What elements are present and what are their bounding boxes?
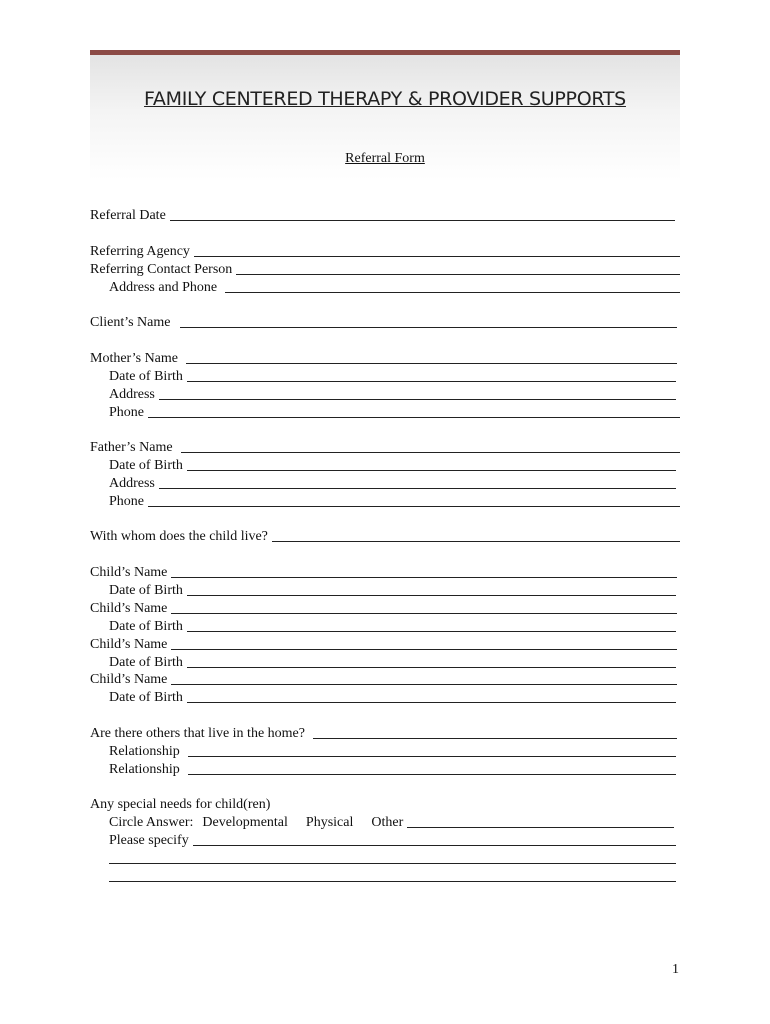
- child-4-dob-line[interactable]: [187, 702, 676, 703]
- child-dob-label: Date of Birth: [109, 619, 183, 634]
- referral-date-label: Referral Date: [90, 208, 166, 223]
- mother-phone-label: Phone: [109, 405, 144, 420]
- referral-date-field: [90, 206, 675, 224]
- child-3-dob-field: [109, 653, 676, 671]
- option-other[interactable]: Other: [371, 815, 404, 830]
- father-phone-field: [109, 492, 680, 510]
- page-number: 1: [672, 962, 679, 977]
- clients-name-line[interactable]: [180, 327, 678, 328]
- clients-name-label: Client’s Name: [90, 315, 171, 330]
- specify-line-3[interactable]: [109, 881, 676, 882]
- child-1-dob-field: [109, 581, 676, 599]
- father-dob-field: [109, 456, 676, 474]
- circle-answer-label: Circle Answer:: [109, 815, 194, 830]
- child-name-label: Child’s Name: [90, 601, 168, 616]
- mothers-name-label: Mother’s Name: [90, 351, 178, 366]
- mother-address-field: [109, 385, 676, 403]
- specify-line-2[interactable]: [109, 863, 676, 864]
- father-address-label: Address: [109, 476, 155, 491]
- fathers-name-label: Father’s Name: [90, 440, 173, 455]
- referral-date-line[interactable]: [170, 220, 675, 221]
- mother-dob-field: [109, 367, 676, 385]
- others-in-home-label: Are there others that live in the home?: [90, 726, 305, 741]
- relationship-1-line[interactable]: [188, 756, 676, 757]
- address-phone-field: [109, 278, 680, 296]
- address-phone-line[interactable]: [225, 292, 680, 293]
- child-2-dob-line[interactable]: [187, 631, 676, 632]
- please-specify-field: [109, 831, 676, 849]
- clients-name-field: [90, 313, 677, 331]
- child-name-label: Child’s Name: [90, 672, 168, 687]
- mother-phone-line[interactable]: [148, 417, 680, 418]
- relationship-2-field: [109, 760, 676, 778]
- option-developmental[interactable]: Developmental: [202, 815, 288, 830]
- child-2-dob-field: [109, 617, 676, 635]
- referring-contact-line[interactable]: [236, 274, 680, 275]
- fathers-name-line[interactable]: [181, 452, 680, 453]
- form-header: [90, 55, 680, 180]
- child-4-name-line[interactable]: [171, 684, 677, 685]
- mother-address-line[interactable]: [159, 399, 676, 400]
- others-in-home-field: [90, 724, 677, 742]
- special-needs-heading: [90, 795, 677, 813]
- child-4-dob-field: [109, 688, 676, 706]
- relationship-1-field: [109, 742, 676, 760]
- relationship-label: Relationship: [109, 744, 180, 759]
- child-1-dob-line[interactable]: [187, 595, 676, 596]
- option-physical[interactable]: Physical: [305, 815, 354, 830]
- child-3-name-line[interactable]: [171, 649, 677, 650]
- child-dob-label: Date of Birth: [109, 690, 183, 705]
- relationship-label: Relationship: [109, 762, 180, 777]
- mothers-name-line[interactable]: [186, 363, 677, 364]
- child-2-name-field: [90, 599, 677, 617]
- child-lives-with-field: [90, 527, 680, 545]
- father-phone-label: Phone: [109, 494, 144, 509]
- others-in-home-line[interactable]: [313, 738, 677, 739]
- father-address-field: [109, 474, 676, 492]
- specify-continuation-2: [109, 867, 676, 885]
- mother-dob-line[interactable]: [187, 381, 676, 382]
- child-2-name-line[interactable]: [171, 613, 677, 614]
- special-needs-label: Any special needs for child(ren): [90, 797, 271, 812]
- referring-agency-label: Referring Agency: [90, 244, 190, 259]
- child-3-dob-line[interactable]: [187, 667, 676, 668]
- referring-contact-label: Referring Contact Person: [90, 262, 233, 277]
- father-address-line[interactable]: [159, 488, 676, 489]
- child-name-label: Child’s Name: [90, 637, 168, 652]
- father-phone-line[interactable]: [148, 506, 680, 507]
- child-lives-with-label: With whom does the child live?: [90, 529, 268, 544]
- mothers-name-field: [90, 349, 677, 367]
- mother-phone-field: [109, 403, 680, 421]
- form-subtitle: Referral Form: [345, 151, 425, 166]
- child-name-label: Child’s Name: [90, 565, 168, 580]
- specify-continuation-1: [109, 849, 676, 867]
- page-title: FAMILY CENTERED THERAPY & PROVIDER SUPPORTS: [144, 88, 626, 110]
- referring-agency-line[interactable]: [194, 256, 680, 257]
- child-4-name-field: [90, 670, 677, 688]
- child-dob-label: Date of Birth: [109, 583, 183, 598]
- child-1-name-line[interactable]: [171, 577, 677, 578]
- mother-dob-label: Date of Birth: [109, 369, 183, 384]
- child-dob-label: Date of Birth: [109, 655, 183, 670]
- address-phone-label: Address and Phone: [109, 280, 218, 295]
- father-dob-label: Date of Birth: [109, 458, 183, 473]
- please-specify-label: Please specify: [109, 833, 189, 848]
- child-3-name-field: [90, 635, 677, 653]
- fathers-name-field: [90, 438, 680, 456]
- circle-answer-row: [109, 813, 674, 831]
- father-dob-line[interactable]: [187, 470, 676, 471]
- child-lives-with-line[interactable]: [272, 541, 680, 542]
- child-1-name-field: [90, 563, 677, 581]
- relationship-2-line[interactable]: [188, 774, 676, 775]
- referring-contact-field: [90, 260, 680, 278]
- other-line[interactable]: [407, 827, 674, 828]
- mother-address-label: Address: [109, 387, 155, 402]
- referring-agency-field: [90, 242, 680, 260]
- please-specify-line[interactable]: [193, 845, 676, 846]
